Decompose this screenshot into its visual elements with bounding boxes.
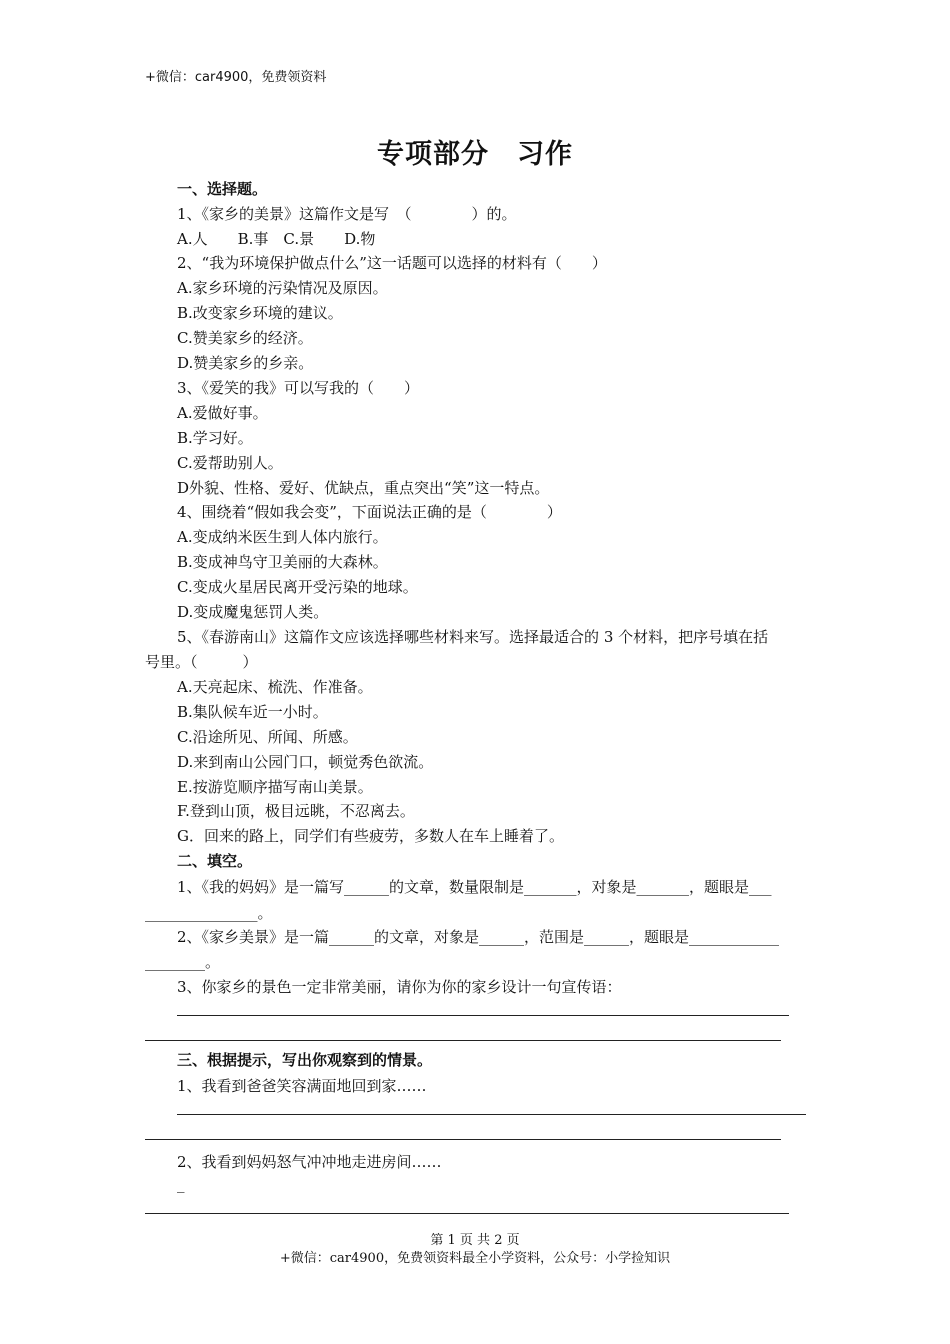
- q5-option-b: B.集队候车近一小时。: [177, 703, 328, 721]
- q3-option-d: D外貌、性格、爱好、优缺点，重点突出“笑”这一特点。: [177, 479, 550, 497]
- q5-option-c: C.沿途所见、所闻、所感。: [177, 728, 358, 746]
- q5-option-d: D.来到南山公园门口，顿觉秀色欲流。: [177, 753, 434, 771]
- q5-stem-line1: 5、《春游南山》这篇作文应该选择哪些材料来写。选择最适合的 3 个材料，把序号填在括: [177, 628, 769, 646]
- q3-stem: 3、《爱笑的我》可以写我的（ ）: [177, 379, 420, 397]
- q2-stem: 2、“我为环境保护做点什么”这一话题可以选择的材料有（ ）: [177, 254, 607, 272]
- section-heading-choice: 一、选择题。: [177, 180, 268, 198]
- q5-option-g: G．回来的路上，同学们有些疲劳，多数人在车上睡着了。: [177, 827, 564, 845]
- fill-q3: 3、你家乡的景色一定非常美丽，请你为你的家乡设计一句宣传语：: [177, 978, 622, 996]
- q3-option-c: C.爱帮助别人。: [177, 454, 283, 472]
- fill-q2-line1: 2、《家乡美景》是一篇______的文章，对象是______，范围是______，题眼是____________: [177, 928, 780, 946]
- fill-q2-line2: ________。: [145, 953, 221, 971]
- q4-option-b: B.变成神鸟守卫美丽的大森林。: [177, 553, 388, 571]
- q3-option-b: B.学习好。: [177, 429, 253, 447]
- q4-option-d: D.变成魔鬼惩罚人类。: [177, 603, 329, 621]
- section-heading-observe: 三、根据提示，写出你观察到的情景。: [177, 1051, 433, 1069]
- footer-note: +微信：car4900，免费领资料最全小学资料，公众号：小学捡知识: [279, 1251, 671, 1266]
- q2-option-b: B.改变家乡环境的建议。: [177, 304, 343, 322]
- q4-option-a: A.变成纳米医生到人体内旅行。: [177, 528, 388, 546]
- q4-option-c: C.变成火星居民离开受污染的地球。: [177, 578, 418, 596]
- answer-line[interactable]: [145, 1139, 781, 1140]
- q5-option-f: F.登到山顶，极目远眺，不忍离去。: [177, 802, 415, 820]
- q5-option-a: A.天亮起床、梳洗、作准备。: [177, 678, 373, 696]
- q4-stem: 4、围绕着“假如我会变”，下面说法正确的是（ ）: [177, 503, 562, 521]
- q3-option-a: A.爱做好事。: [177, 404, 268, 422]
- header-note: +微信：car4900，免费领资料: [145, 70, 327, 85]
- q5-stem-line2: 号里。（ ）: [145, 653, 258, 671]
- answer-line[interactable]: [177, 1114, 806, 1115]
- observe-q1: 1、我看到爸爸笑容满面地回到家……: [177, 1077, 427, 1095]
- q2-option-c: C.赞美家乡的经济。: [177, 329, 313, 347]
- fill-q1-line1: 1、《我的妈妈》是一篇写______的文章，数量限制是_______，对象是_______，题眼是___: [177, 878, 772, 896]
- answer-line[interactable]: [145, 1040, 781, 1041]
- q2-option-a: A.家乡环境的污染情况及原因。: [177, 279, 388, 297]
- q1-options: A.人 B.事 C.景 D.物: [177, 230, 376, 248]
- q1-stem: 1、《家乡的美景》这篇作文是写 （ ）的。: [177, 205, 517, 223]
- section-heading-fill: 二、填空。: [177, 852, 253, 870]
- page-title: 专项部分 习作: [377, 139, 573, 170]
- q2-option-d: D.赞美家乡的乡亲。: [177, 354, 314, 372]
- answer-line[interactable]: [145, 1213, 789, 1214]
- observe-q2-dash: _: [177, 1175, 185, 1193]
- q5-option-e: E.按游览顺序描写南山美景。: [177, 778, 373, 796]
- answer-line[interactable]: [177, 1015, 789, 1016]
- observe-q2: 2、我看到妈妈怒气冲冲地走进房间……: [177, 1153, 442, 1171]
- fill-q1-line2: _______________。: [145, 904, 273, 922]
- page-number: 第 1 页 共 2 页: [430, 1233, 520, 1248]
